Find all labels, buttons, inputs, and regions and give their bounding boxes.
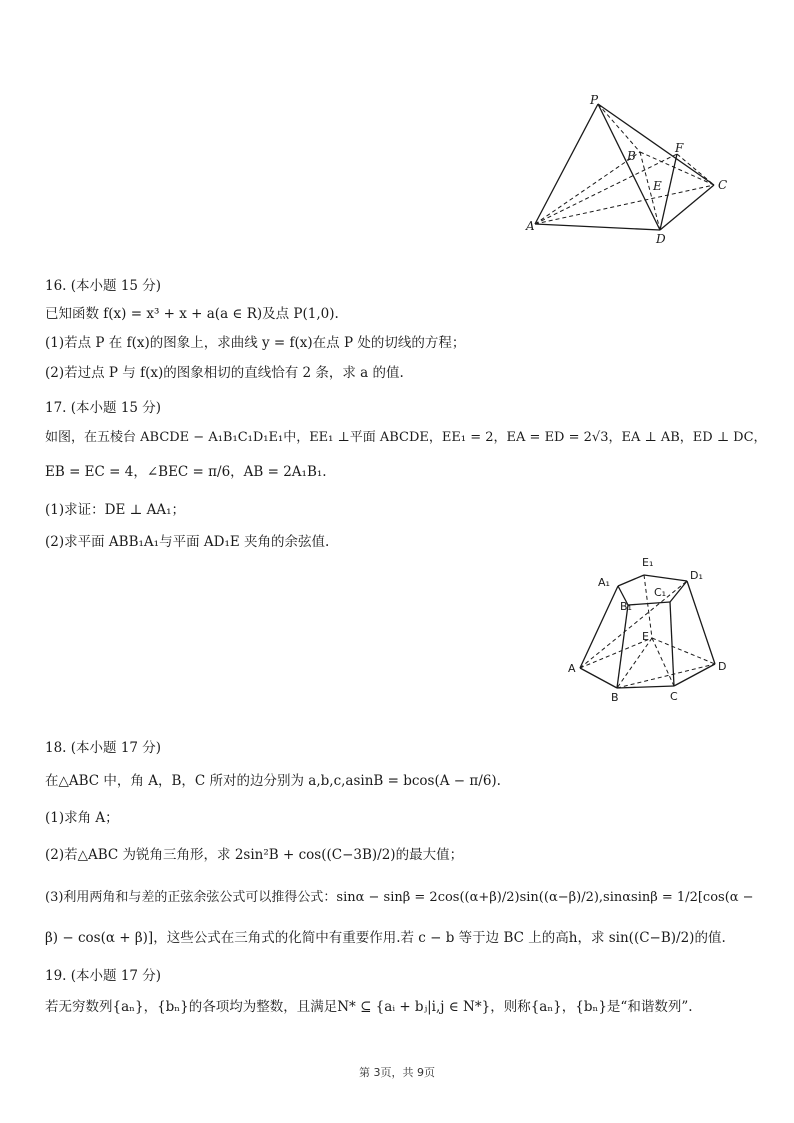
q18-header: 18. (本小题 17 分) <box>45 740 162 756</box>
fig2-label-A: A <box>568 662 576 675</box>
q18-part3-line1: (3)利用两角和与差的正弦余弦公式可以推得公式：sinα − sinβ = 2cos((α+β)/2)sin((α−β)/2),sinαsinβ = 1/2[cos(α − <box>45 890 754 905</box>
fig1-label-F: F <box>675 141 684 155</box>
fig2-label-D1: D₁ <box>690 569 703 582</box>
q18-part3-line2: β) − cos(α + β)]，这些公式在三角式的化简中有重要作用.若 c − b 等于边 BC 上的高h，求 sin((C−B)/2)的值. <box>45 930 726 946</box>
q17-part2: (2)求平面 ABB₁A₁与平面 AD₁E 夹角的余弦值. <box>45 534 330 550</box>
q17-header: 17. (本小题 15 分) <box>45 400 162 416</box>
q16-header: 16. (本小题 15 分) <box>45 278 162 294</box>
q17-part1: (1)求证：DE ⊥ AA₁； <box>45 502 185 518</box>
q18-part1: (1)求角 A； <box>45 810 119 826</box>
q16-part1: (1)若点 P 在 f(x)的图象上，求曲线 y = f(x)在点 P 处的切线的方程； <box>45 335 466 351</box>
q17-stem-line2: EB = EC = 4，∠BEC = π/6，AB = 2A₁B₁. <box>45 464 327 480</box>
fig2-label-E: E <box>642 630 649 643</box>
pyramid-figure <box>520 90 740 245</box>
fig1-label-E: E <box>653 179 662 193</box>
fig1-label-D: D <box>656 232 666 245</box>
fig2-label-C: C <box>670 690 678 703</box>
fig2-label-B: B <box>611 691 619 704</box>
fig2-label-B1: B₁ <box>620 600 632 613</box>
fig2-label-A1: A₁ <box>598 576 610 589</box>
fig1-label-P: P <box>590 93 599 107</box>
q18-part2: (2)若△ABC 为锐角三角形，求 2sin²B + cos((C−3B)/2)的最大值； <box>45 847 464 863</box>
q19-stem: 若无穷数列{aₙ}，{bₙ}的各项均为整数，且满足N* ⊆ {aᵢ + bⱼ|i,j ∈ N*}，则称{aₙ}，{bₙ}是“和谐数列”. <box>45 999 693 1015</box>
fig2-label-E1: E₁ <box>642 556 654 569</box>
fig1-label-C: C <box>718 178 728 192</box>
fig2-label-C1: C₁ <box>654 586 667 599</box>
q17-stem-line1: 如图，在五棱台 ABCDE − A₁B₁C₁D₁E₁中，EE₁ ⊥平面 ABCDE，EE₁ = 2，EA = ED = 2√3，EA ⊥ AB，ED ⊥ DC， <box>45 430 767 445</box>
q16-stem: 已知函数 f(x) = x³ + x + a(a ∈ R)及点 P(1,0). <box>45 306 339 322</box>
fig1-label-A: A <box>526 219 535 233</box>
q19-header: 19. (本小题 17 分) <box>45 968 162 984</box>
fig1-label-B: B <box>627 149 636 163</box>
q18-stem: 在△ABC 中，角 A，B，C 所对的边分别为 a,b,c,asinB = bcos(A − π/6). <box>45 773 501 789</box>
page-footer: 第 3页，共 9页 <box>359 1066 435 1079</box>
fig2-label-D: D <box>718 660 727 673</box>
frustum-figure <box>560 550 750 710</box>
q16-part2: (2)若过点 P 与 f(x)的图象相切的直线恰有 2 条，求 a 的值. <box>45 365 404 381</box>
